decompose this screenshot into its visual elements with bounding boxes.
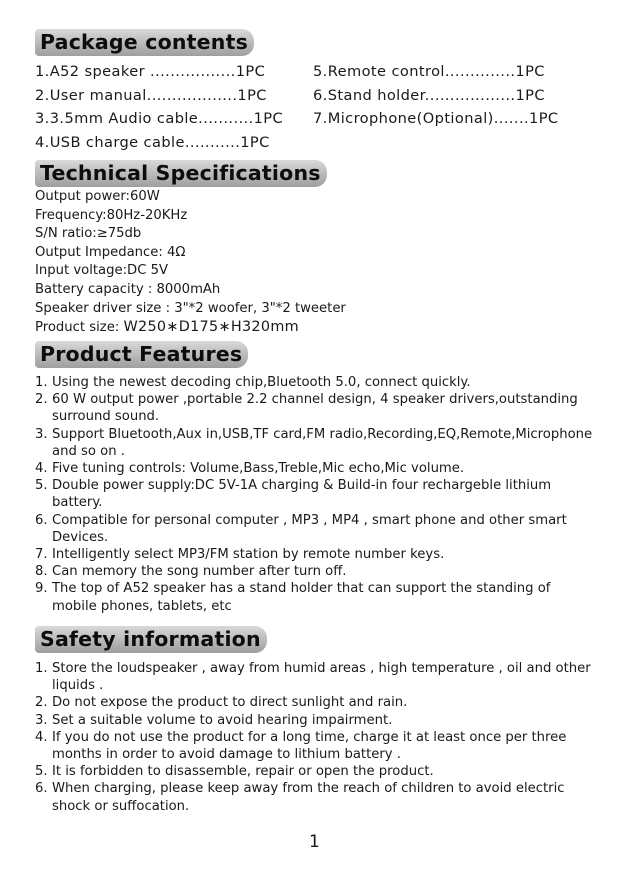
safety-item-number: 2.	[35, 695, 48, 711]
safety-item-text: Do not expose the product to direct sunlight and rain.	[52, 695, 408, 711]
spec-item: Output power:60W	[35, 189, 160, 204]
feature-item	[35, 426, 592, 460]
product-size-label: Product size:	[35, 320, 124, 336]
safety-list	[35, 660, 591, 815]
package-list-right	[313, 60, 559, 131]
feature-item-number: 9.	[35, 581, 48, 597]
spec-item: Input voltage:DC 5V	[35, 263, 169, 279]
feature-item-number: 4.	[35, 461, 48, 477]
feature-item-text: Five tuning controls: Volume,Bass,Treble,Mic echo,Mic volume.	[52, 461, 465, 477]
package-item: 3.3.5mm Audio cable...........1PC	[35, 110, 284, 127]
feature-item-number: 7.	[35, 547, 48, 563]
spec-item: S/N ratio:≥75db	[35, 226, 142, 242]
feature-item	[35, 374, 592, 391]
feature-item	[35, 512, 592, 546]
package-list-left	[35, 60, 283, 154]
feature-item-text: Compatible for personal computer , MP3 , MP4 , smart phone and other smart	[52, 512, 567, 528]
feature-item	[35, 546, 592, 563]
package-item: 5.Remote control..............1PC	[313, 63, 545, 80]
feature-item-text: Using the newest decoding chip,Bluetooth 5.0, connect quickly.	[52, 375, 471, 390]
safety-item-number: 4.	[35, 729, 48, 745]
page-number: 1	[309, 832, 320, 852]
safety-item-text: Store the loudspeaker , away from humid areas , high temperature , oil and other	[52, 661, 591, 676]
feature-item-number: 3.	[35, 426, 48, 442]
feature-item-text: Devices.	[52, 529, 109, 545]
product-size-value: W250∗D175∗H320mm	[123, 319, 299, 336]
safety-item-number: 1.	[35, 661, 48, 676]
safety-item	[35, 780, 591, 814]
safety-item-number: 6.	[35, 781, 48, 797]
safety-item-text: Set a suitable volume to avoid hearing impairment.	[52, 712, 393, 728]
feature-item-text: mobile phones, tablets, etc	[52, 598, 232, 614]
technical-specifications-heading: Technical Specifications	[35, 160, 327, 187]
features-list	[35, 374, 592, 615]
safety-item	[35, 694, 591, 711]
safety-item-text: liquids .	[52, 678, 104, 694]
feature-item	[35, 391, 592, 425]
package-contents-heading: Package contents	[35, 29, 254, 56]
safety-item-text: If you do not use the product for a long time, charge it at least once per three	[52, 729, 567, 745]
safety-information-heading: Safety information	[35, 626, 267, 653]
safety-item	[35, 712, 591, 729]
feature-item-text: Double power supply:DC 5V-1A charging & Build-in four rechargeble lithium	[52, 478, 552, 494]
product-features-heading: Product Features	[35, 341, 248, 368]
feature-item-number: 5.	[35, 478, 48, 494]
safety-item	[35, 763, 591, 780]
safety-item	[35, 729, 591, 763]
feature-item-text: and so on .	[52, 443, 125, 459]
safety-item	[35, 660, 591, 694]
package-item: 7.Microphone(Optional).......1PC	[313, 110, 559, 127]
feature-item-number: 1.	[35, 375, 48, 390]
feature-item	[35, 460, 592, 477]
safety-item-text: When charging, please keep away from the reach of children to avoid electric	[52, 781, 565, 797]
feature-item-text: surround sound.	[52, 409, 160, 425]
package-item: 1.A52 speaker .................1PC	[35, 63, 266, 80]
package-item: 6.Stand holder..................1PC	[313, 86, 545, 104]
feature-item-text: Support Bluetooth,Aux in,USB,TF card,FM radio,Recording,EQ,Remote,Microphone	[52, 426, 593, 442]
feature-item-text: battery.	[52, 495, 103, 511]
safety-item-text: It is forbidden to disassemble, repair or open the product.	[52, 764, 434, 780]
feature-item-number: 8.	[35, 564, 48, 580]
safety-item-text: months in order to avoid damage to lithium battery .	[52, 747, 401, 763]
feature-item-text: 60 W output power ,portable 2.2 channel design, 4 speaker drivers,outstanding	[52, 392, 578, 408]
feature-item	[35, 563, 592, 580]
feature-item	[35, 477, 592, 511]
spec-item: Battery capacity : 8000mAh	[35, 281, 221, 297]
feature-item-number: 2.	[35, 392, 48, 408]
spec-item-product-size	[35, 318, 346, 338]
feature-item-text: Intelligently select MP3/FM station by remote number keys.	[52, 547, 445, 563]
feature-item-text: Can memory the song number after turn off.	[52, 564, 347, 580]
safety-item-text: shock or suffocation.	[52, 798, 190, 814]
safety-item-number: 5.	[35, 764, 48, 780]
spec-item: Output Impedance: 4Ω	[35, 244, 186, 260]
feature-item	[35, 580, 592, 614]
spec-item: Speaker driver size : 3"*2 woofer, 3"*2 tweeter	[35, 300, 346, 316]
feature-item-text: The top of A52 speaker has a stand holder that can support the standing of	[52, 581, 551, 597]
spec-item: Frequency:80Hz-20KHz	[35, 207, 188, 223]
spec-list	[35, 188, 346, 338]
package-item: 4.USB charge cable...........1PC	[35, 133, 270, 151]
safety-item-number: 3.	[35, 712, 48, 728]
package-item: 2.User manual..................1PC	[35, 86, 267, 104]
feature-item-number: 6.	[35, 512, 48, 528]
